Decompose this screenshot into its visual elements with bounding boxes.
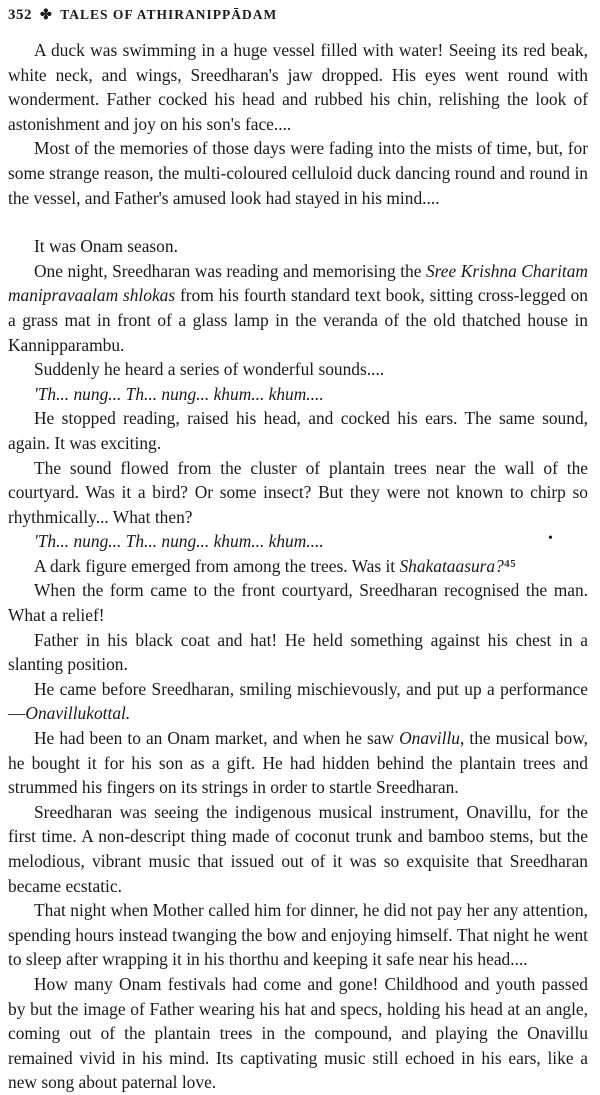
text-run: He had been to an Onam market, and when he saw [34,728,400,749]
ornament-icon: ✤ [40,7,53,23]
text-run: , the musical bow, he bought it for his son as a gift. He had hidden behind the plantain trees and strummed his fingers on its strings in order to startle Sreedharan. [8,728,588,798]
paragraph: He stopped reading, raised his head, and cocked his ears. The same sound, again. It was exciting. [8,408,588,453]
paragraph: Suddenly he heard a series of wonderful sounds.... [34,359,385,380]
page-body [8,38,588,1095]
paragraph [8,554,588,579]
paragraph: That night when Mother called him for dinner, he did not pay her any attention, spending hours instead twanging the bow and enjoying himself. That night he went to sleep after wrapping it in his thorthu and keeping it safe near his head.... [8,900,588,970]
paragraph: Most of the memories of those days were fading into the mists of time, but, for some strange reason, the multi-coloured celluloid duck dancing round and round in the vessel, and Father's amused look had stayed in his mind.... [8,138,588,208]
italic-name: Shakataasura? [399,555,504,576]
paragraph: It was Onam season. [34,236,178,257]
footnote-ref: ⁴⁵ [503,555,516,576]
running-header [8,4,588,26]
text-run: from his fourth standard text book, sitting cross-legged on a grass mat in front of a glass lamp in the veranda of the old thatched house in Kannipparambu. [8,285,588,355]
text-run: One night, Sreedharan was reading and memorising the [34,260,426,281]
running-title: TALES OF ATHIRANIPPĀDAM [60,7,278,22]
paragraph [8,726,588,800]
italic-term: Onavillukottal. [25,703,131,724]
italic-sound: 'Th... nung... Th... nung... khum... khum.... [34,383,324,404]
paragraph [8,259,588,357]
paragraph [8,529,588,554]
paragraph: The sound flowed from the cluster of plantain trees near the wall of the courtyard. Was it a bird? Or some insect? But they were not known to chirp so rhythmically... What then? [8,457,588,527]
paragraph: When the form came to the front courtyard, Sreedharan recognised the man. What a relief! [8,580,588,626]
paragraph: Father in his black coat and hat! He held something against his chest in a slanting position. [8,629,588,675]
text-run: He came before Sreedharan, smiling mischievously, and put up a performance— [8,678,588,724]
paragraph: Sreedharan was seeing the indigenous musical instrument, Onavillu, for the first time. A non-descript thing made of coconut trunk and bamboo stems, but the melodious, vibrant music that issued out of it was so exquisite that Sreedharan became ecstatic. [8,801,588,896]
paragraph [8,677,588,726]
italic-title: Sree Krishna Charitam manipravaalam shlokas [8,260,588,306]
italic-sound: 'Th... nung... Th... nung... khum... khum.... [34,531,324,552]
italic-term: Onavillu [399,728,460,749]
page-number: 352 [8,6,32,23]
text-run: A dark figure emerged from among the trees. Was it [34,555,400,576]
paragraph: A duck was swimming in a huge vessel filled with water! Seeing its red beak, white neck, and wings, Sreedharan's jaw dropped. His eyes went round with wonderment. Father cocked his head and rubbed his chin, relishing the look of astonishment and joy on his son's face.... [8,40,588,134]
paragraph [8,382,588,407]
stray-mark: • [548,531,553,546]
paragraph: How many Onam festivals had come and gone! Childhood and youth passed by but the image of Father wearing his hat and specs, holding his head at an angle, coming out of the plantain trees in the compound, and playing the Onavillu remained vivid in his mind. Its captivating music still echoed in his ears, like a new song about paternal love. [8,973,588,1093]
